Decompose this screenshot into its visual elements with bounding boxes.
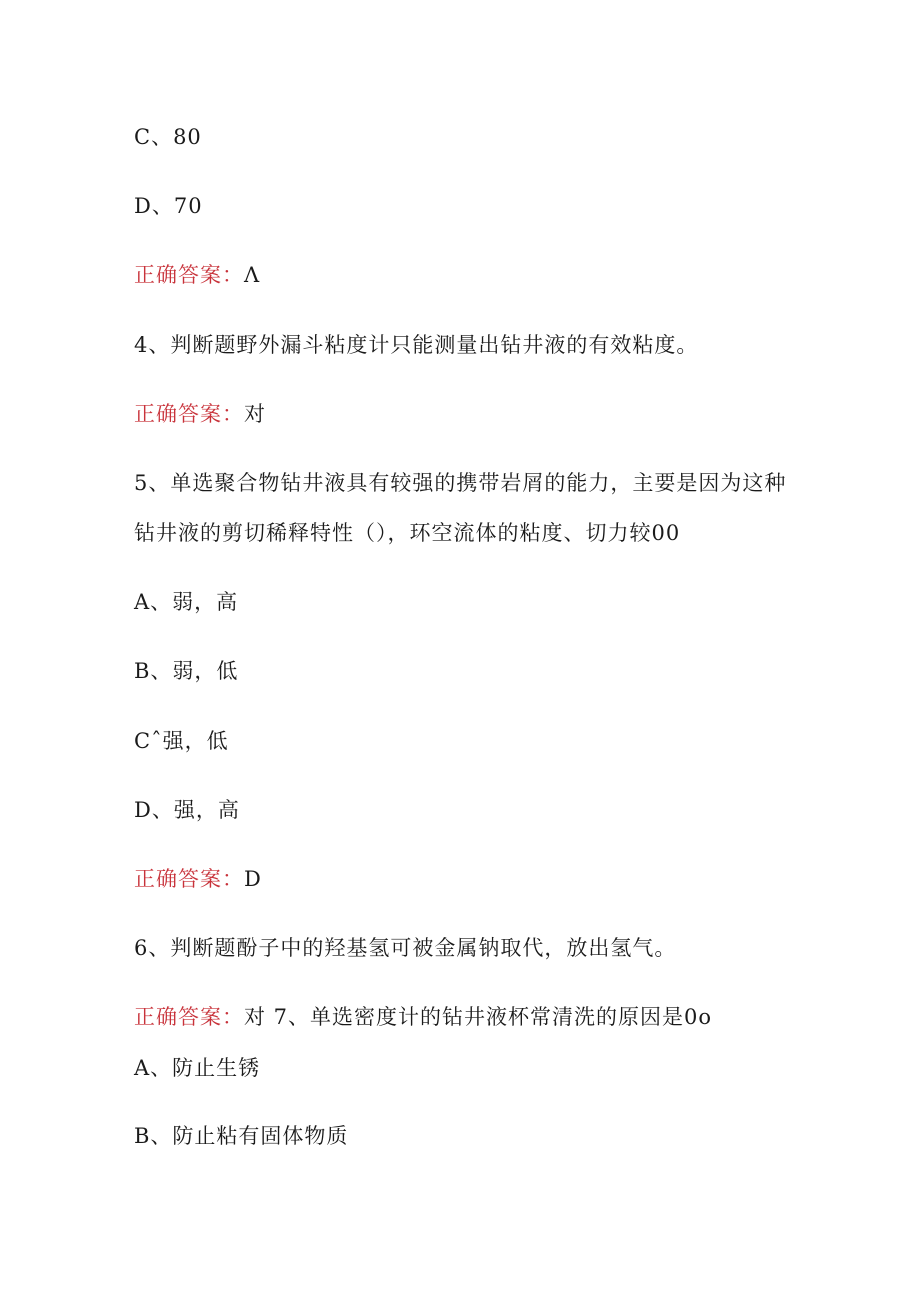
- answer-label: 正确答案：: [134, 263, 244, 287]
- option-b: B、防止粘有固体物质: [134, 1124, 349, 1148]
- answer-label: 正确答案：: [134, 402, 244, 426]
- answer-label: 正确答案：: [134, 867, 244, 891]
- answer-line: [134, 260, 260, 290]
- question-5: 5、单选聚合物钻井液具有较强的携带岩屑的能力，主要是因为这种: [134, 471, 787, 495]
- answer-line: [134, 399, 266, 429]
- option-a: A、弱，高: [134, 590, 239, 614]
- answer-value: 对: [244, 402, 266, 426]
- answer-line: [134, 864, 262, 894]
- question-6: 6、判断题酚子中的羟基氢可被金属钠取代，放出氢气。: [134, 936, 677, 960]
- option-d: D、70: [134, 194, 203, 218]
- answer-value: Λ: [244, 263, 261, 287]
- answer-value: 对 7、单选密度计的钻井液杯常清洗的原因是0o: [244, 1005, 713, 1029]
- option-c: C、80: [134, 125, 202, 149]
- answer-value: D: [244, 867, 262, 891]
- answer-label: 正确答案：: [134, 1005, 244, 1029]
- option-a: A、防止生锈: [134, 1056, 261, 1080]
- option-d: D、强，高: [134, 798, 240, 822]
- option-b: B、弱，低: [134, 659, 239, 683]
- option-c: Cˆ强，低: [134, 729, 229, 753]
- question-5-continuation: 钻井液的剪切稀释特性（），环空流体的粘度、切力较00: [134, 521, 681, 545]
- answer-line: [134, 1002, 712, 1032]
- question-4: 4、判断题野外漏斗粘度计只能测量出钻井液的有效粘度。: [134, 333, 699, 357]
